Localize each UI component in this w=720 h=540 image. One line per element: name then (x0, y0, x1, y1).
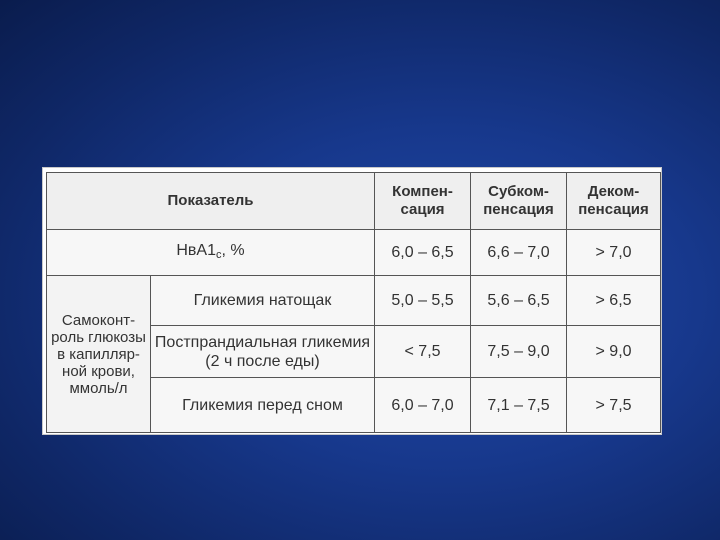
row-decompensation: > 6,5 (567, 276, 661, 326)
self-control-label: Самоконт-роль глюкозы в капилляр-ной крови, ммоль/л (47, 276, 151, 433)
row-subcompensation: 7,1 – 7,5 (471, 378, 567, 433)
row-subcompensation: 5,6 – 6,5 (471, 276, 567, 326)
row-compensation: 5,0 – 5,5 (375, 276, 471, 326)
hba1c-compensation: 6,0 – 6,5 (375, 230, 471, 276)
hba1c-label-tail: , % (221, 241, 245, 259)
table-row (47, 230, 661, 276)
row-compensation: < 7,5 (375, 326, 471, 378)
header-decompensation: Деком-пенсация (567, 173, 661, 230)
header-compensation: Компен-сация (375, 173, 471, 230)
hba1c-decompensation: > 7,0 (567, 230, 661, 276)
header-subcompensation: Субком-пенсация (471, 173, 567, 230)
criteria-table (46, 172, 661, 433)
hba1c-label-sub: с (216, 248, 222, 261)
row-decompensation: > 7,5 (567, 378, 661, 433)
table-header-row (47, 173, 661, 230)
header-indicator: Показатель (47, 173, 375, 230)
table-row (47, 276, 661, 326)
row-decompensation: > 9,0 (567, 326, 661, 378)
hba1c-label-main: НвА1 (176, 241, 216, 259)
row-label: Постпрандиальная гликемия (2 ч после еды) (151, 326, 375, 378)
hba1c-label (47, 230, 375, 276)
row-subcompensation: 7,5 – 9,0 (471, 326, 567, 378)
criteria-table-card (42, 167, 662, 435)
row-compensation: 6,0 – 7,0 (375, 378, 471, 433)
row-label: Гликемия натощак (151, 276, 375, 326)
hba1c-subcompensation: 6,6 – 7,0 (471, 230, 567, 276)
row-label: Гликемия перед сном (151, 378, 375, 433)
